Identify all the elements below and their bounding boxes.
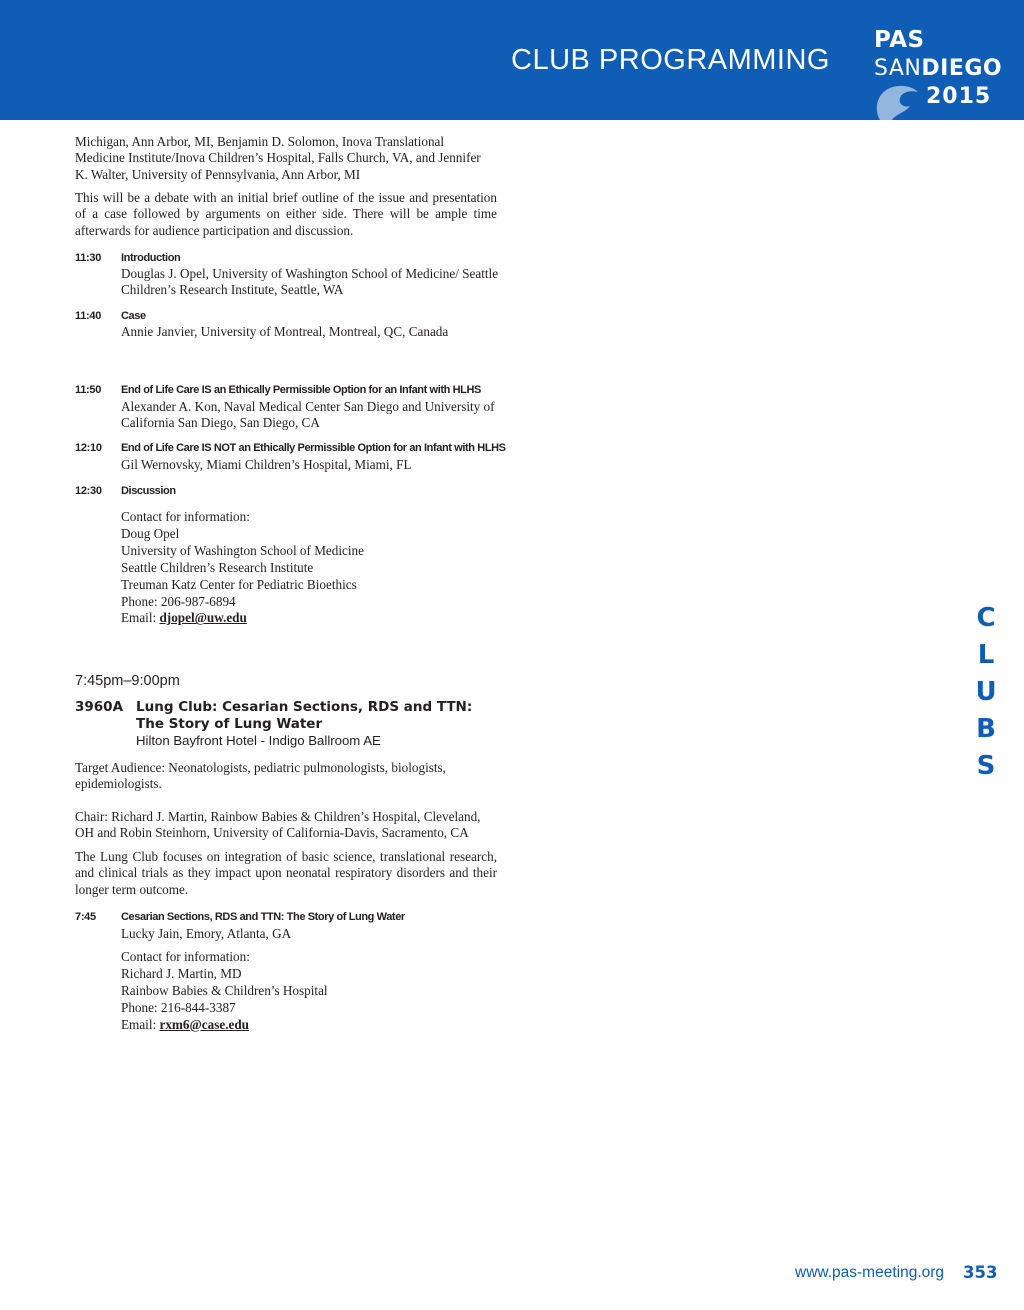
contact-line: Contact for information: bbox=[121, 949, 250, 964]
email-link[interactable]: djopel@uw.edu bbox=[159, 610, 247, 626]
session-description: This will be a debate with an initial brief outline of the issue and presentation of a case followed by arguments on either side. There will be ample time afterwards for audience participation and discussion. bbox=[75, 190, 497, 238]
item-speaker: Douglas J. Opel, University of Washington School of Medicine/ Seattle Children’s Research Institute, Seattle, WA bbox=[121, 266, 499, 298]
item-speaker: Annie Janvier, University of Montreal, Montreal, QC, Canada bbox=[121, 324, 449, 339]
item-time: 7:45 bbox=[75, 911, 96, 923]
contact-email-line: Email: djopel@uw.edu bbox=[121, 610, 247, 626]
item-title: Case bbox=[121, 310, 146, 322]
session-venue: Hilton Bayfront Hotel - Indigo Ballroom AE bbox=[136, 733, 381, 748]
item-time: 11:40 bbox=[75, 310, 102, 322]
item-title: Discussion bbox=[121, 485, 176, 497]
pas-san-diego-logo bbox=[872, 26, 1012, 120]
item-title: End of Life Care IS an Ethically Permissible Option for an Infant with HLHS bbox=[121, 384, 481, 396]
item-title: Introduction bbox=[121, 252, 181, 264]
logo-year: 2015 bbox=[926, 84, 992, 109]
session-time: 7:45pm–9:00pm bbox=[75, 673, 180, 689]
session-description: The Lung Club focuses on integration of basic science, translational research, and clinical trials as they impact upon neonatal respiratory disorders and their longer term outcome. bbox=[75, 849, 497, 897]
side-tab-letter: C bbox=[976, 603, 996, 633]
contact-line: Doug Opel bbox=[121, 525, 180, 541]
item-speaker: Alexander A. Kon, Naval Medical Center San Diego and University of California San Diego, San Diego, CA bbox=[121, 399, 495, 431]
wave-icon bbox=[872, 80, 928, 120]
contact-line: Contact for information: bbox=[121, 509, 250, 524]
contact-block bbox=[121, 949, 328, 1034]
contact-line: Rainbow Babies & Children’s Hospital bbox=[121, 982, 328, 998]
contact-line: Treuman Katz Center for Pediatric Bioethics bbox=[121, 576, 357, 592]
contact-line: University of Washington School of Medicine bbox=[121, 542, 364, 558]
footer-website[interactable]: www.pas-meeting.org bbox=[795, 1264, 945, 1281]
page-header bbox=[0, 0, 1024, 120]
item-speaker: Gil Wernovsky, Miami Children’s Hospital, Miami, FL bbox=[121, 457, 412, 472]
contact-line: Seattle Children’s Research Institute bbox=[121, 559, 314, 575]
section-title: CLUB PROGRAMMING bbox=[511, 44, 830, 76]
contact-block bbox=[121, 509, 364, 627]
item-time: 12:30 bbox=[75, 485, 102, 497]
clubs-side-tab bbox=[968, 600, 1004, 785]
authors-continued: Michigan, Ann Arbor, MI, Benjamin D. Solomon, Inova Translational Medicine Institute/Inova Children’s Hospital, Falls Church, VA, and Jennifer K. Walter, University of Pennsylvania, Ann Arbor, MI bbox=[75, 134, 481, 182]
contact-line: Phone: 216-844-3387 bbox=[121, 999, 236, 1015]
session-chair: Chair: Richard J. Martin, Rainbow Babies & Children’s Hospital, Cleveland, OH and Robin Steinhorn, University of California-Davis, Sacramento, CA bbox=[75, 809, 481, 841]
session-code: 3960A bbox=[75, 699, 124, 715]
target-audience: Target Audience: Neonatologists, pediatric pulmonologists, biologists, epidemiologists. bbox=[75, 760, 446, 792]
logo-city: SANDIEGO bbox=[874, 56, 1003, 81]
item-time: 12:10 bbox=[75, 442, 102, 454]
contact-line: Richard J. Martin, MD bbox=[121, 965, 242, 981]
side-tab-letter: L bbox=[977, 640, 995, 670]
logo-pas: PAS bbox=[874, 27, 925, 53]
contact-email-line: Email: rxm6@case.edu bbox=[121, 1016, 250, 1032]
page-number: 353 bbox=[963, 1263, 998, 1282]
side-tab-letter: S bbox=[976, 751, 996, 781]
item-speaker: Lucky Jain, Emory, Atlanta, GA bbox=[121, 926, 292, 941]
item-title: Cesarian Sections, RDS and TTN: The Story of Lung Water bbox=[121, 911, 405, 923]
session-title: Lung Club: Cesarian Sections, RDS and TTN: The Story of Lung Water bbox=[136, 699, 473, 732]
side-tab-letter: B bbox=[976, 714, 996, 744]
side-tab-letter: U bbox=[975, 677, 997, 707]
contact-line: Phone: 206-987-6894 bbox=[121, 593, 236, 609]
item-time: 11:50 bbox=[75, 384, 102, 396]
item-time: 11:30 bbox=[75, 252, 102, 264]
item-title: End of Life Care IS NOT an Ethically Permissible Option for an Infant with HLHS bbox=[121, 442, 506, 454]
email-link[interactable]: rxm6@case.edu bbox=[159, 1016, 250, 1032]
